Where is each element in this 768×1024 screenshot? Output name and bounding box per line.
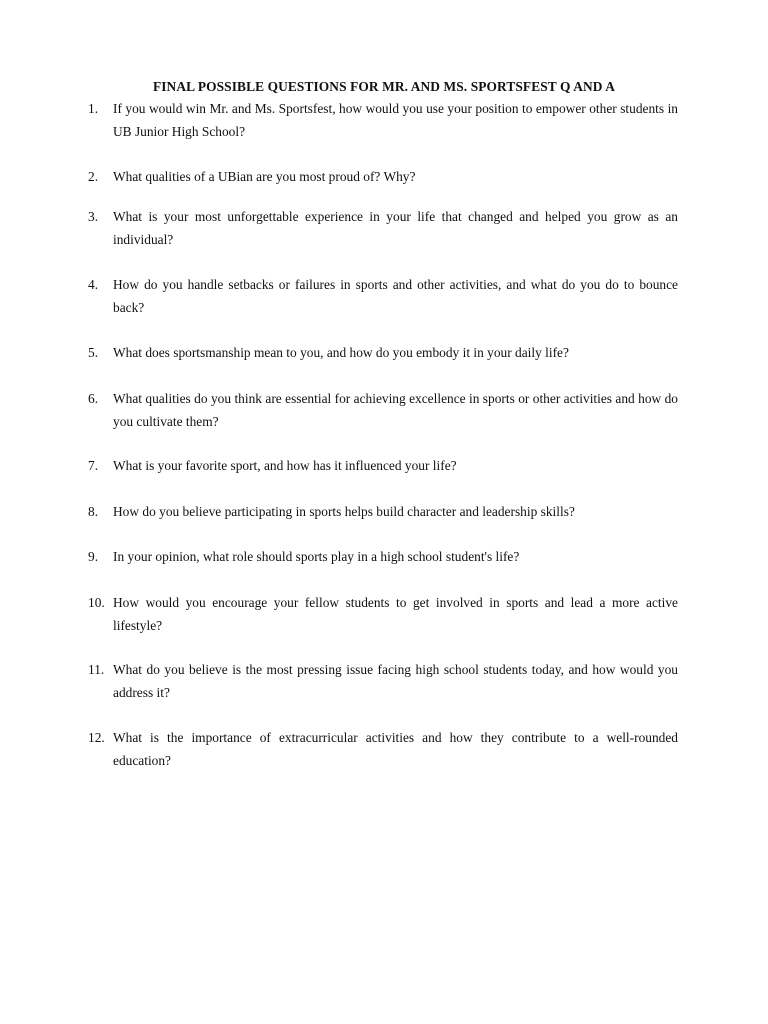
list-item	[88, 658, 678, 704]
question-text: What qualities do you think are essential for achieving excellence in sports or other activities and how do you cultivate them?	[113, 391, 678, 429]
question-number: 2.	[88, 169, 99, 184]
question-text: How do you believe participating in sports helps build character and leadership skills?	[113, 504, 575, 519]
question-text: What is the importance of extracurricular activities and how they contribute to a well-rounded education?	[113, 730, 678, 768]
question-text: In your opinion, what role should sports play in a high school student's life?	[113, 549, 520, 564]
question-number: 11.	[88, 662, 105, 677]
question-number: 10.	[88, 595, 105, 610]
document-title: FINAL POSSIBLE QUESTIONS FOR MR. AND MS. SPORTSFEST Q AND A	[152, 79, 616, 94]
question-number: 4.	[88, 277, 99, 292]
question-text: What does sportsmanship mean to you, and how do you embody it in your daily life?	[113, 345, 569, 360]
question-number: 5.	[88, 345, 99, 360]
list-item	[88, 205, 678, 251]
question-number: 9.	[88, 549, 99, 564]
question-text: What is your most unforgettable experience in your life that changed and helped you grow as an individual?	[113, 209, 678, 247]
list-item	[88, 726, 678, 772]
question-text: What qualities of a UBian are you most proud of? Why?	[113, 169, 416, 184]
list-item	[88, 273, 678, 319]
question-number: 8.	[88, 504, 99, 519]
question-number: 12.	[88, 730, 105, 745]
list-item	[88, 165, 678, 188]
list-item	[88, 454, 678, 477]
list-item	[88, 545, 678, 568]
question-number: 7.	[88, 458, 99, 473]
question-number: 1.	[88, 101, 99, 116]
list-item	[88, 97, 678, 143]
question-text: What do you believe is the most pressing issue facing high school students today, and how would you address it?	[113, 662, 678, 700]
question-text: If you would win Mr. and Ms. Sportsfest, how would you use your position to empower other students in UB Junior High School?	[113, 101, 678, 139]
list-item	[88, 500, 678, 523]
question-text: How would you encourage your fellow students to get involved in sports and lead a more active lifestyle?	[113, 595, 678, 633]
list-item	[88, 387, 678, 433]
question-text: What is your favorite sport, and how has it influenced your life?	[113, 458, 457, 473]
list-item	[88, 341, 678, 364]
question-number: 6.	[88, 391, 99, 406]
list-item	[88, 591, 678, 637]
question-number: 3.	[88, 209, 99, 224]
question-text: How do you handle setbacks or failures in sports and other activities, and what do you do to bounce back?	[113, 277, 678, 315]
